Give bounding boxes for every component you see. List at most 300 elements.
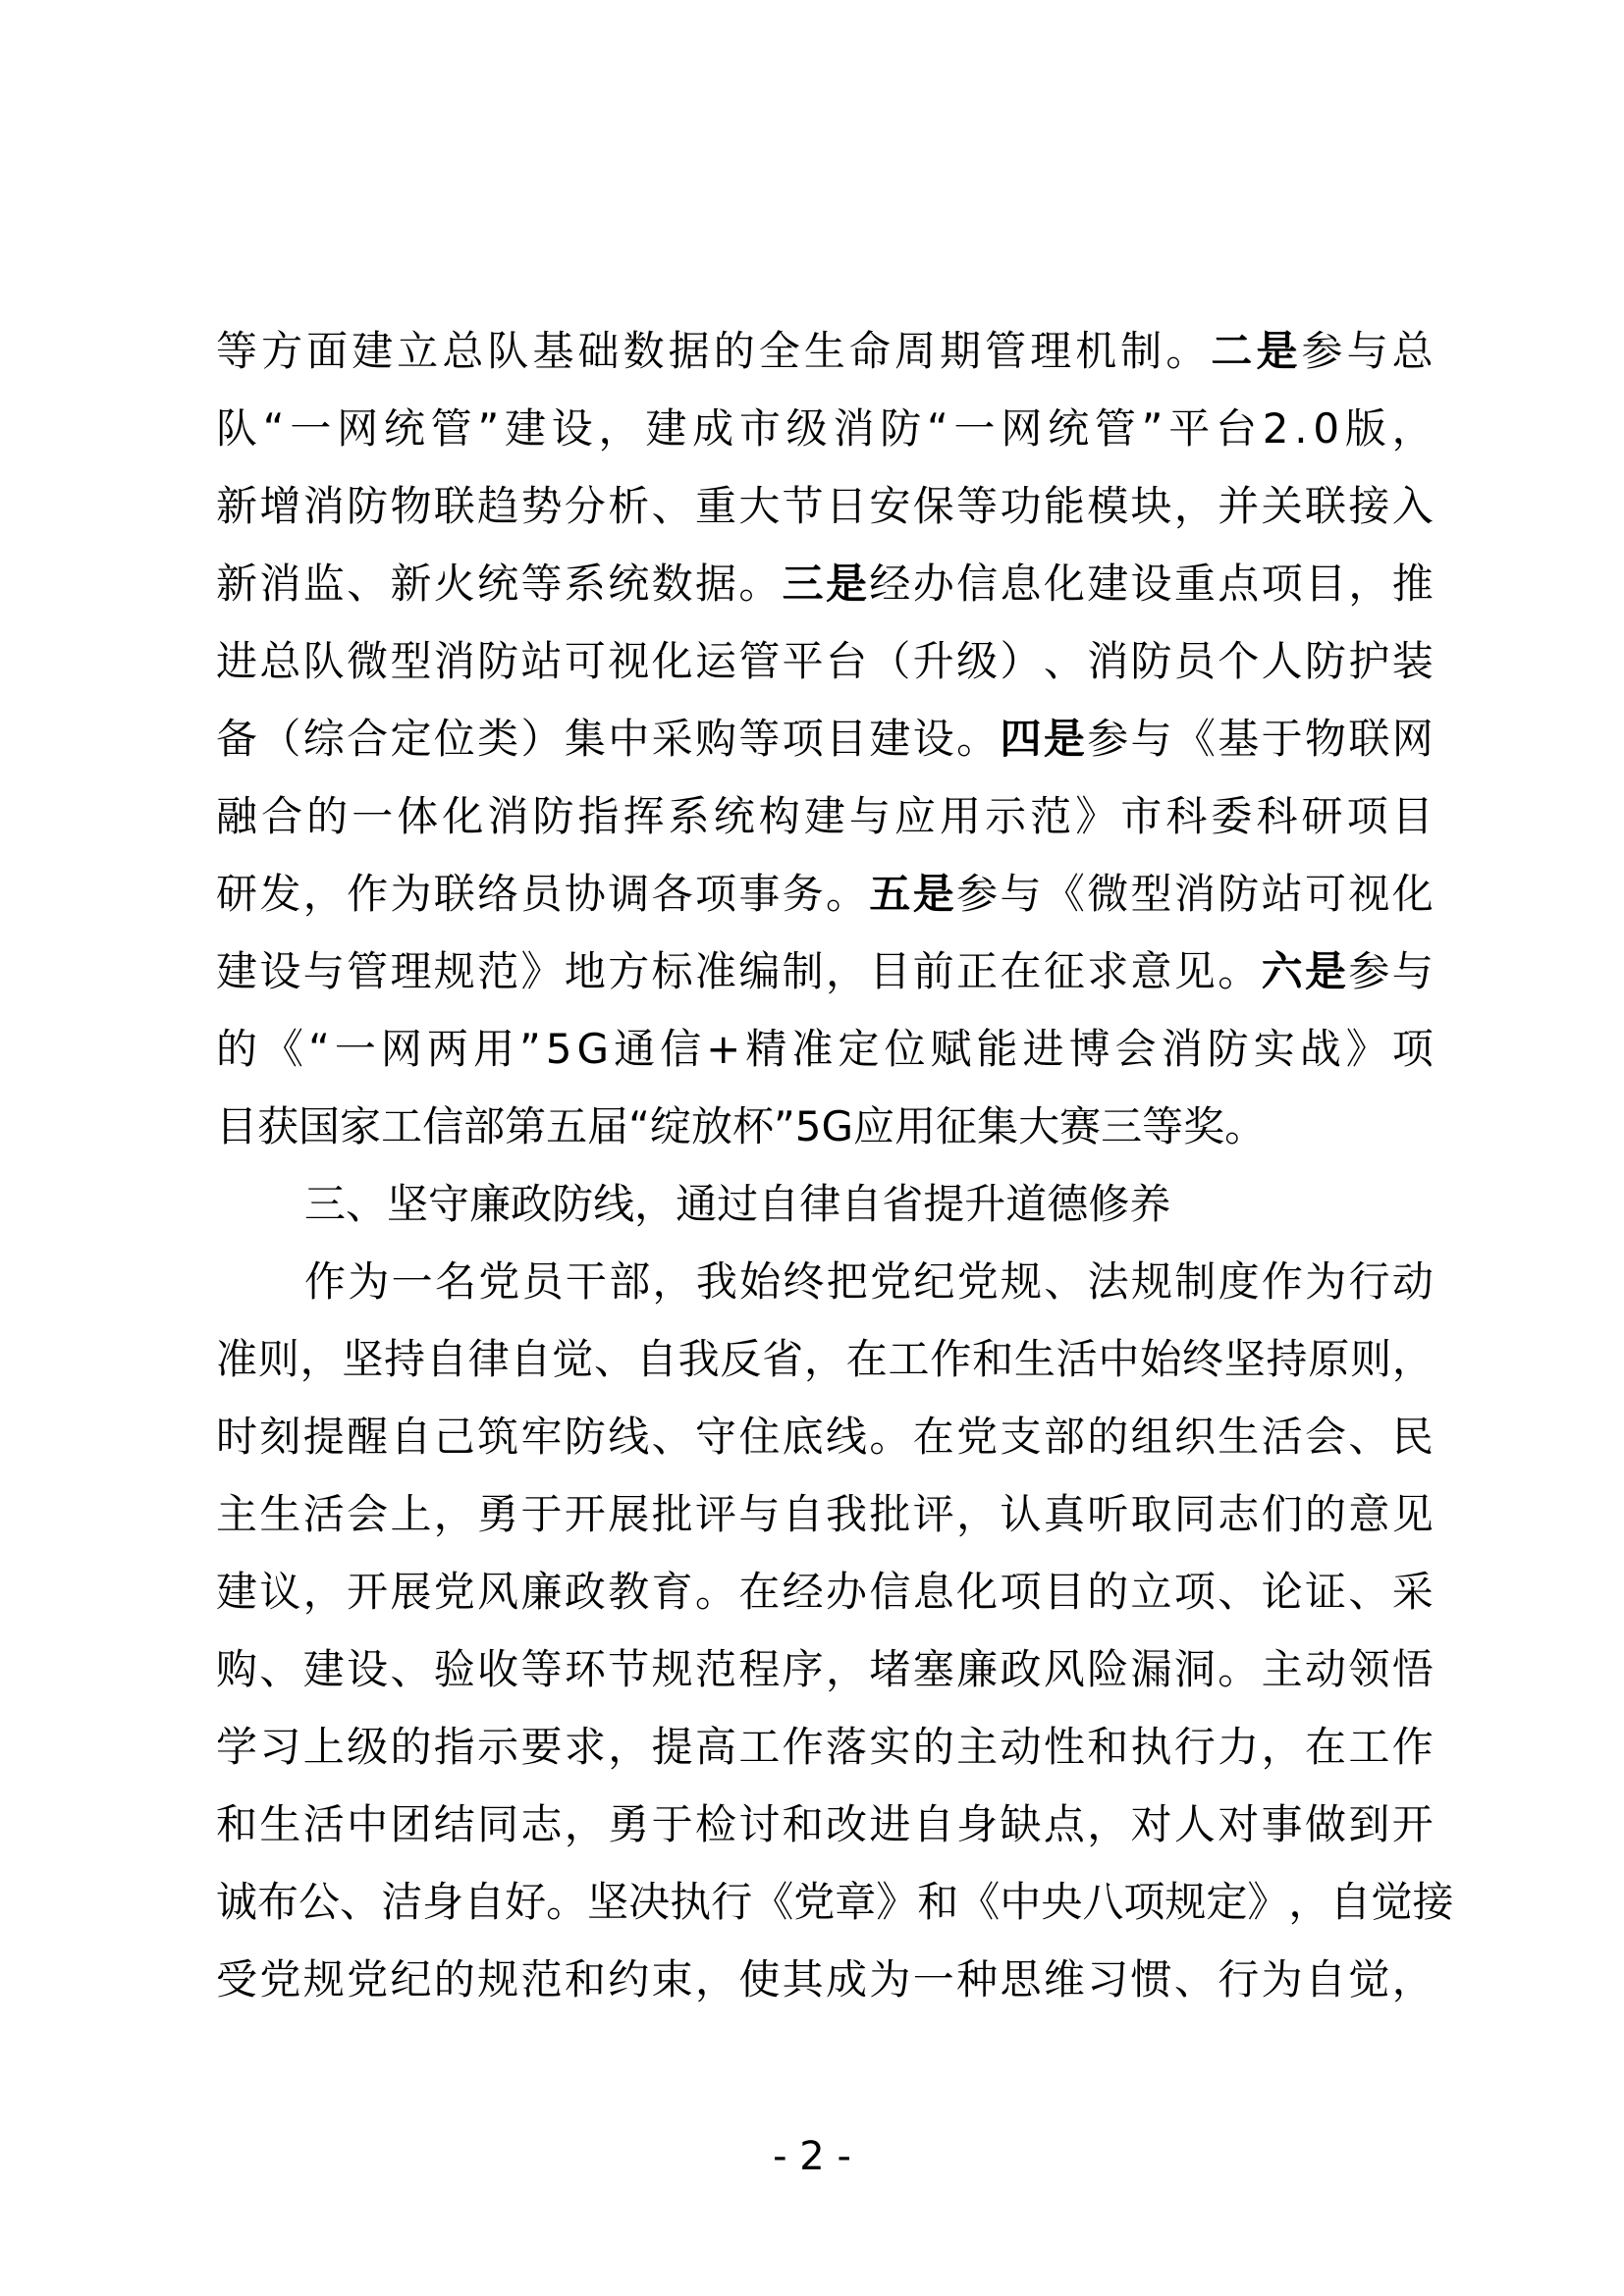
text-char: 险 [1087, 1645, 1129, 1693]
text-char: 项 [1391, 1025, 1434, 1073]
text-char: 廉 [956, 1645, 999, 1693]
text-char: ） [520, 715, 563, 763]
text-char: 始 [739, 1257, 782, 1306]
text-char: 标 [651, 947, 693, 995]
text-char: 等 [956, 482, 999, 530]
text-char: 可 [564, 637, 606, 685]
text-char: 管 [430, 404, 472, 453]
text-char: 化 [956, 1568, 999, 1616]
text-char: 一 [290, 404, 332, 453]
text-char: 消 [833, 404, 875, 453]
text-char: 德 [1047, 1180, 1089, 1228]
text-char: 人 [1173, 1800, 1216, 1848]
text-char: 合 [347, 715, 389, 763]
text-char: 统 [1048, 404, 1090, 453]
text-char: 接 [1348, 482, 1390, 530]
text-char: 型 [1130, 870, 1172, 918]
text-char: 同 [1173, 1490, 1216, 1538]
text-char: 办 [826, 1568, 868, 1616]
text-char: 可 [1304, 870, 1346, 918]
text-char: 中 [347, 1800, 389, 1848]
text-char: 实 [1253, 1025, 1295, 1073]
text-line [216, 700, 1434, 777]
text-char: 育 [651, 1568, 693, 1616]
text-char: 增 [259, 482, 301, 530]
text-char: 用 [940, 792, 982, 840]
text-char: 作 [347, 870, 389, 918]
text-char: 网 [1391, 715, 1434, 763]
text-char: 自 [840, 1180, 883, 1228]
text-char: 规 [1001, 1257, 1043, 1306]
text-char: 求 [564, 1723, 606, 1771]
text-char: 防 [1130, 637, 1172, 685]
text-char: 员 [520, 870, 563, 918]
text-char: 主 [1261, 1645, 1303, 1693]
text-char: 规 [1130, 1257, 1172, 1306]
text-char: 。 [869, 1413, 911, 1461]
text-char: ， [1288, 1878, 1330, 1926]
text-char: 作 [930, 1335, 972, 1383]
text-line [216, 1243, 1434, 1320]
text-char: 和 [972, 1335, 1014, 1383]
text-char: 提 [651, 1723, 693, 1771]
text-char: 方 [608, 947, 650, 995]
text-char: 采 [651, 715, 693, 763]
text-char: 一 [912, 1955, 954, 2003]
text-char: 一 [334, 1025, 376, 1073]
text-line [216, 1941, 1434, 2018]
text-char: 政 [511, 1180, 553, 1228]
text-char: ， [1391, 1955, 1434, 2003]
text-char: 我 [695, 1257, 737, 1306]
text-char: 项 [1123, 1878, 1165, 1926]
bold-label-char: 四 [1000, 715, 1042, 763]
text-char: ” [1141, 404, 1164, 453]
text-char: 采 [1391, 1568, 1434, 1616]
text-char: 线 [593, 1180, 635, 1228]
text-char: 立 [1130, 1568, 1172, 1616]
text-line [216, 933, 1434, 1010]
text-char: 息 [1000, 560, 1042, 608]
text-char: 诚 [216, 1878, 258, 1926]
text-char: （ [259, 715, 301, 763]
text-char: 信 [422, 1102, 464, 1150]
text-char: 意 [1348, 1490, 1390, 1538]
text-char: 备 [216, 715, 258, 763]
text-char: 能 [976, 1025, 1018, 1073]
text-char: 《 [1173, 715, 1216, 763]
text-char: 领 [1348, 1645, 1390, 1693]
text-char: 编 [738, 947, 781, 995]
text-char: 功 [1000, 482, 1042, 530]
text-char: 正 [956, 947, 999, 995]
text-char: 生 [803, 327, 845, 375]
text-char: 缺 [1000, 1800, 1042, 1848]
text-char: 勇 [477, 1490, 519, 1538]
text-char: 参 [1348, 947, 1390, 995]
text-char: 工 [1348, 1723, 1390, 1771]
text-char: 、 [594, 1335, 636, 1383]
text-char: 。 [1218, 1645, 1260, 1693]
text-char: ， [299, 1335, 342, 1383]
text-char: 消 [1173, 870, 1216, 918]
text-char: 新 [216, 482, 258, 530]
text-char: 体 [397, 792, 439, 840]
text-char: 。 [694, 1568, 736, 1616]
text-char: 养 [1129, 1180, 1171, 1228]
text-char: 范 [477, 947, 519, 995]
text-char: 、 [259, 1645, 301, 1693]
text-line [216, 1863, 1454, 1941]
text-char: 安 [869, 482, 911, 530]
text-char: 与 [302, 947, 345, 995]
text-char: 党 [870, 1257, 912, 1306]
text-char: + [706, 1025, 741, 1073]
text-char: 省 [882, 1180, 924, 1228]
text-char: 执 [670, 1878, 712, 1926]
text-char: 在 [912, 1413, 954, 1461]
text-char: 制 [782, 947, 824, 995]
text-char: 规 [1164, 1878, 1207, 1926]
text-char: 党 [478, 1257, 520, 1306]
text-char: 部 [609, 1257, 651, 1306]
text-char: 与 [1391, 947, 1434, 995]
text-char: 。 [738, 560, 781, 608]
text-char: 事 [738, 870, 781, 918]
text-char: 项 [694, 870, 736, 918]
text-char: 与 [1346, 327, 1388, 375]
text-char: 五 [546, 1102, 588, 1150]
text-char: 志 [1218, 1490, 1260, 1538]
text-char: 运 [694, 637, 736, 685]
text-char: 法 [1087, 1257, 1129, 1306]
text-char: 建 [302, 1645, 345, 1693]
text-char: 活 [1261, 1413, 1303, 1461]
text-char: 入 [1391, 482, 1434, 530]
text-char: 面 [306, 327, 349, 375]
text-char: 市 [738, 404, 781, 453]
text-char: 护 [1348, 637, 1390, 685]
text-char: 落 [826, 1723, 868, 1771]
text-char: 协 [564, 870, 606, 918]
text-char: 习 [259, 1723, 301, 1771]
text-char: 、 [651, 482, 693, 530]
text-char: 、 [651, 1413, 693, 1461]
text-char: 把 [826, 1257, 868, 1306]
text-char: 委 [1211, 792, 1253, 840]
text-char: 风 [477, 1568, 519, 1616]
text-char: 网 [380, 1025, 422, 1073]
text-char: 》 [1075, 792, 1117, 840]
text-char: 成 [692, 404, 734, 453]
text-char: “ [262, 404, 285, 453]
text-char: 目 [1304, 560, 1346, 608]
text-char: 规 [433, 947, 475, 995]
text-char: 防 [552, 1180, 594, 1228]
text-char: 制 [1174, 1257, 1217, 1306]
text-char: 建 [504, 404, 546, 453]
text-char: 洞 [1173, 1645, 1216, 1693]
text-char: 始 [1140, 1335, 1182, 1383]
text-char: 视 [608, 637, 650, 685]
text-char: 取 [1130, 1490, 1172, 1538]
text-char: 制 [1120, 327, 1163, 375]
text-char: 议 [259, 1568, 301, 1616]
text-char: 防 [880, 404, 922, 453]
text-char: 集 [564, 715, 606, 763]
text-char: 于 [520, 1490, 563, 1538]
text-char: 科 [1165, 792, 1208, 840]
text-char: 《 [958, 1878, 1001, 1926]
text-char: 廉 [520, 1568, 563, 1616]
text-char: 科 [1256, 792, 1298, 840]
text-char: 修 [1088, 1180, 1130, 1228]
text-char: 论 [1261, 1568, 1303, 1616]
text-char: 》 [520, 947, 563, 995]
text-char: 化 [651, 637, 693, 685]
text-char: 过 [717, 1180, 759, 1228]
text-char: 生 [259, 1800, 301, 1848]
text-char: 我 [677, 1335, 720, 1383]
text-char: ， [433, 1490, 475, 1538]
text-char: 活 [1056, 1335, 1098, 1383]
text-char: 两 [426, 1025, 468, 1073]
text-char: 员 [1173, 637, 1216, 685]
text-char: 、 [1173, 1955, 1216, 2003]
text-char: 微 [347, 637, 389, 685]
text-char: ” [477, 404, 500, 453]
text-char: 消 [259, 560, 301, 608]
text-char: 规 [651, 1645, 693, 1693]
text-char: 市 [1120, 792, 1163, 840]
text-char: 息 [912, 1568, 954, 1616]
text-char: 定 [390, 715, 432, 763]
text-char: 实 [869, 1723, 911, 1771]
text-char: 力 [1218, 1723, 1260, 1771]
text-char: 等 [520, 1645, 563, 1693]
text-char: 定 [838, 1025, 880, 1073]
text-char: 总 [259, 637, 301, 685]
text-char: 重 [694, 482, 736, 530]
text-char: 通 [614, 1025, 656, 1073]
text-char: 示 [985, 792, 1027, 840]
text-char: ， [1391, 1335, 1434, 1383]
text-char: 廉 [469, 1180, 512, 1228]
text-char: 序 [782, 1645, 824, 1693]
text-char: 工 [738, 1723, 781, 1771]
text-char: 监 [302, 560, 345, 608]
text-char: 为 [869, 1955, 911, 2003]
text-char: 微 [1087, 870, 1129, 918]
text-char: 规 [477, 1955, 519, 2003]
text-char: “ [927, 404, 948, 453]
text-char: ， [1261, 1723, 1303, 1771]
text-char: 点 [1218, 560, 1260, 608]
bold-label-char: 是 [826, 560, 868, 608]
text-char: 的 [216, 1025, 258, 1073]
text-char: 定 [1206, 1878, 1248, 1926]
text-char: 开 [564, 1490, 606, 1538]
text-char: 购 [216, 1645, 258, 1693]
text-char: ， [1391, 404, 1434, 453]
text-char: . [1294, 404, 1308, 453]
text-char: 为 [1261, 1955, 1303, 2003]
text-char: 、 [1218, 1568, 1260, 1616]
text-char: 、 [347, 560, 389, 608]
text-char: 行 [1348, 1257, 1390, 1306]
text-char: 度 [1218, 1257, 1260, 1306]
text-char: 防 [1304, 637, 1346, 685]
text-char: 建 [803, 792, 845, 840]
text-char: 、 [1044, 1257, 1086, 1306]
text-char: 对 [1218, 1800, 1260, 1848]
text-char: 觉 [1371, 1878, 1413, 1926]
text-char: 章 [835, 1878, 877, 1926]
text-char: 真 [1043, 1490, 1085, 1538]
text-char: 视 [1348, 870, 1390, 918]
text-char: 牢 [520, 1413, 563, 1461]
text-char: 目 [826, 715, 868, 763]
text-char: 构 [758, 792, 800, 840]
text-char: 消 [1087, 637, 1129, 685]
text-char: 政 [564, 1568, 606, 1616]
text-char: 升 [912, 637, 954, 685]
body-text [216, 312, 1454, 2018]
text-char: 管 [738, 637, 781, 685]
text-char: 自 [463, 1878, 506, 1926]
text-char: （ [869, 637, 911, 685]
text-line [216, 1165, 1434, 1243]
text-char: 网 [337, 404, 379, 453]
text-char: 点 [1043, 1800, 1085, 1848]
text-char: 》 [1345, 1025, 1387, 1073]
text-char: 版 [1344, 404, 1386, 453]
text-char: 八 [1082, 1878, 1124, 1926]
text-char: 结 [433, 1800, 475, 1848]
text-char: 党 [956, 1257, 999, 1306]
text-char: 统 [713, 792, 755, 840]
bold-label-char: 二 [1211, 327, 1253, 375]
bold-label-char: 是 [1043, 715, 1085, 763]
text-char: 坚 [387, 1180, 429, 1228]
text-char: 到 [1348, 1800, 1390, 1848]
text-char: 、 [1348, 1568, 1390, 1616]
text-char: 赋 [930, 1025, 972, 1073]
text-char: ， [1173, 482, 1216, 530]
text-char: 。 [826, 870, 868, 918]
text-char: 自 [1304, 1955, 1346, 2003]
text-char: 守 [428, 1180, 470, 1228]
text-line [216, 1320, 1434, 1398]
text-char: 三 [304, 1180, 347, 1228]
text-char: 建 [645, 404, 687, 453]
text-char: 党 [956, 1413, 999, 1461]
text-char: 》 [876, 1878, 918, 1926]
text-char: 化 [1391, 870, 1434, 918]
text-char: 通 [676, 1180, 718, 1228]
text-char: 级 [956, 637, 999, 685]
text-char: 人 [1261, 637, 1303, 685]
text-char: 道 [1005, 1180, 1048, 1228]
text-char: 一 [953, 404, 996, 453]
text-char: 认 [1000, 1490, 1042, 1538]
text-char: 网 [1001, 404, 1043, 453]
text-char: 家 [340, 1102, 382, 1150]
text-line [216, 545, 1434, 622]
text-char: 求 [1087, 947, 1129, 995]
text-char: 融 [216, 792, 258, 840]
text-char: 节 [608, 1645, 650, 1693]
text-char: 和 [1087, 1723, 1129, 1771]
text-line [216, 1088, 1434, 1165]
text-char: 范 [520, 1955, 563, 2003]
text-char: 台 [1215, 404, 1257, 453]
text-char: 我 [826, 1490, 868, 1538]
text-char: ， [652, 1257, 694, 1306]
text-char: 提 [923, 1180, 965, 1228]
text-char: 准 [216, 1335, 258, 1383]
text-char: 省 [762, 1335, 804, 1383]
text-char: 经 [869, 560, 911, 608]
text-char: 和 [564, 1955, 606, 2003]
text-char: 基 [1218, 715, 1260, 763]
text-char: 大 [738, 482, 781, 530]
text-char: 台 [826, 637, 868, 685]
bold-label-char: 是 [1256, 327, 1298, 375]
text-char: 系 [668, 792, 710, 840]
text-char: 消 [302, 482, 345, 530]
text-char: 第 [505, 1102, 547, 1150]
text-char: 杯 [731, 1102, 774, 1150]
text-char: 设 [347, 1645, 389, 1693]
text-char: 央 [1041, 1878, 1083, 1926]
text-char: 全 [758, 327, 800, 375]
text-char: 的 [433, 1955, 475, 2003]
text-char: 进 [1022, 1025, 1064, 1073]
text-char: 动 [1304, 1645, 1346, 1693]
text-char: 为 [390, 870, 432, 918]
text-char: 奖 [1183, 1102, 1225, 1150]
text-char: 评 [912, 1490, 954, 1538]
text-char: 接 [1412, 1878, 1454, 1926]
text-char: 模 [1087, 482, 1129, 530]
text-char: 作 [782, 1723, 824, 1771]
text-char: 筑 [477, 1413, 519, 1461]
text-char: 析 [608, 482, 650, 530]
text-char: 约 [608, 1955, 650, 2003]
text-char: 用 [472, 1025, 514, 1073]
text-char: 开 [347, 1568, 389, 1616]
text-char: 准 [791, 1025, 834, 1073]
text-char: 证 [1304, 1568, 1346, 1616]
text-char: 联 [433, 870, 475, 918]
text-char: 项 [1346, 792, 1388, 840]
text-char: 获 [257, 1102, 299, 1150]
text-char: 觉 [1348, 1955, 1390, 2003]
text-line [216, 1786, 1434, 1863]
text-char: 、 [1348, 1413, 1390, 1461]
text-char: 研 [216, 870, 258, 918]
text-char: 进 [869, 1800, 911, 1848]
text-char: 团 [390, 1800, 432, 1848]
text-char: 指 [577, 792, 620, 840]
text-char: 坚 [1223, 1335, 1266, 1383]
text-char: 刻 [259, 1413, 301, 1461]
text-char: 》 [1247, 1878, 1289, 1926]
text-char: 5 [794, 1102, 822, 1150]
text-char: 目 [216, 1102, 258, 1150]
text-char: 周 [893, 327, 936, 375]
